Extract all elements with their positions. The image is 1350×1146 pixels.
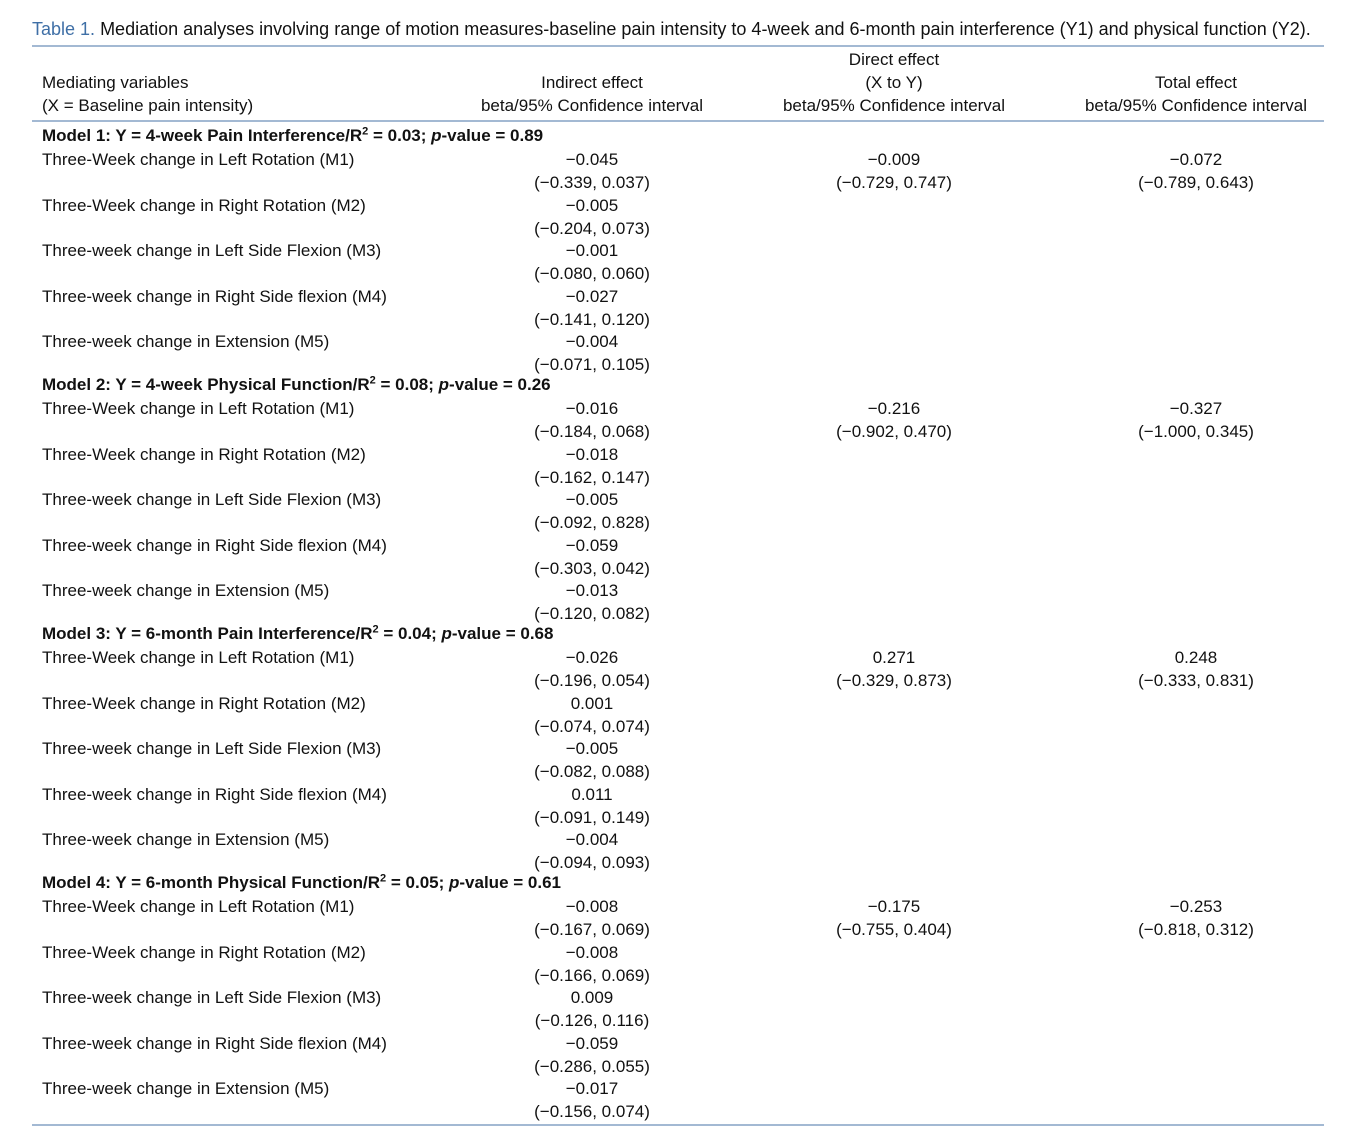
model-title-r2: = 0.03;: [368, 126, 432, 145]
indirect-beta: −0.008: [565, 897, 619, 916]
indirect-ci: (−0.094, 0.093): [534, 853, 650, 872]
header-mediating-variables: [42, 71, 253, 117]
mediator-label: Three-week change in Right Side flexion (M4): [42, 287, 387, 306]
indirect-beta: −0.004: [565, 830, 619, 849]
indirect-beta: −0.001: [565, 241, 619, 260]
mediator-label: Three-week change in Right Side flexion (M4): [42, 1034, 387, 1053]
direct-beta: −0.009: [867, 150, 921, 169]
indirect-ci: (−0.126, 0.116): [534, 1011, 650, 1030]
model-title-r2: = 0.04;: [378, 624, 442, 643]
header-direct-effect: [770, 48, 1018, 117]
mediator-label: Three-Week change in Left Rotation (M1): [42, 648, 355, 667]
indirect-beta: 0.001: [570, 694, 614, 713]
model-title-superscript: 2: [380, 872, 387, 885]
mediator-label: Three-Week change in Right Rotation (M2): [42, 943, 366, 962]
model-title-r2: = 0.05;: [386, 873, 449, 892]
mediator-label: Three-week change in Right Side flexion (M4): [42, 785, 387, 804]
header-col4-line2: beta/95% Confidence interval: [1084, 96, 1308, 115]
header-col2-line2: beta/95% Confidence interval: [480, 96, 704, 115]
indirect-beta: −0.004: [565, 332, 619, 351]
indirect-beta: −0.016: [565, 399, 619, 418]
indirect-ci: (−0.167, 0.069): [534, 920, 650, 939]
model-title-p-value: -value = 0.68: [451, 624, 554, 643]
mediator-label: Three-Week change in Right Rotation (M2): [42, 196, 366, 215]
mediator-label: Three-Week change in Left Rotation (M1): [42, 399, 355, 418]
model-title-r2: = 0.08;: [375, 375, 439, 394]
indirect-ci: (−0.074, 0.074): [534, 717, 650, 736]
indirect-ci: (−0.091, 0.149): [534, 808, 650, 827]
indirect-beta: −0.005: [565, 739, 619, 758]
model-title-prefix: Model 4: Y = 6-month Physical Function/R: [42, 873, 381, 892]
indirect-beta: −0.059: [565, 536, 619, 555]
indirect-beta: −0.059: [565, 1034, 619, 1053]
indirect-ci: (−0.092, 0.828): [534, 513, 650, 532]
header-rule: [32, 120, 1324, 122]
mediator-label: Three-Week change in Left Rotation (M1): [42, 150, 355, 169]
indirect-ci: (−0.339, 0.037): [534, 173, 650, 192]
model-title: [42, 124, 543, 147]
total-ci: (−0.818, 0.312): [1138, 920, 1254, 939]
model-title-p-value: -value = 0.26: [449, 375, 551, 394]
total-ci: (−0.333, 0.831): [1138, 671, 1254, 690]
direct-ci: (−0.729, 0.747): [836, 173, 952, 192]
mediator-label: Three-week change in Left Side Flexion (M3): [42, 241, 382, 260]
table-caption-text: Mediation analyses involving range of motion measures-baseline pain intensity to 4-week and 6-month pain interference (Y1) and physical function (Y2).: [100, 19, 1311, 39]
model-title-p-label: p: [441, 624, 452, 643]
model-title: [42, 373, 551, 396]
indirect-beta: −0.005: [565, 490, 619, 509]
model-title-prefix: Model 1: Y = 4-week Pain Interference/R: [42, 126, 363, 145]
header-col2-line1: Indirect effect: [541, 73, 643, 92]
total-beta: 0.248: [1174, 648, 1218, 667]
model-title: [42, 871, 561, 894]
indirect-ci: (−0.082, 0.088): [534, 762, 650, 781]
model-title-superscript: 2: [369, 374, 376, 387]
model-title-prefix: Model 3: Y = 6-month Pain Interference/R: [42, 624, 373, 643]
indirect-beta: −0.027: [565, 287, 619, 306]
mediator-label: Three-Week change in Right Rotation (M2): [42, 694, 366, 713]
direct-beta: −0.175: [867, 897, 921, 916]
table-label: Table 1.: [32, 19, 96, 39]
indirect-beta: −0.013: [565, 581, 619, 600]
mediator-label: Three-Week change in Right Rotation (M2): [42, 445, 366, 464]
direct-beta: 0.271: [872, 648, 916, 667]
indirect-ci: (−0.196, 0.054): [534, 671, 650, 690]
indirect-beta: −0.018: [565, 445, 619, 464]
model-title-superscript: 2: [362, 125, 369, 138]
mediator-label: Three-week change in Left Side Flexion (M3): [42, 739, 382, 758]
total-beta: −0.072: [1169, 150, 1223, 169]
indirect-ci: (−0.286, 0.055): [534, 1057, 650, 1076]
top-rule: [32, 45, 1324, 47]
mediator-label: Three-week change in Left Side Flexion (M3): [42, 490, 382, 509]
indirect-beta: −0.045: [565, 150, 619, 169]
indirect-ci: (−0.162, 0.147): [534, 468, 650, 487]
mediator-label: Three-week change in Left Side Flexion (M3): [42, 988, 382, 1007]
header-col3-line1: Direct effect: [848, 50, 940, 69]
indirect-ci: (−0.303, 0.042): [534, 559, 650, 578]
total-beta: −0.327: [1169, 399, 1223, 418]
model-title: [42, 622, 553, 645]
mediator-label: Three-week change in Extension (M5): [42, 581, 330, 600]
indirect-ci: (−0.120, 0.082): [534, 604, 650, 623]
direct-ci: (−0.329, 0.873): [836, 671, 952, 690]
mediator-label: Three-Week change in Left Rotation (M1): [42, 897, 355, 916]
header-total-effect: [1072, 71, 1320, 117]
model-title-superscript: 2: [372, 623, 379, 636]
direct-ci: (−0.902, 0.470): [836, 422, 952, 441]
mediator-label: Three-week change in Extension (M5): [42, 1079, 330, 1098]
indirect-ci: (−0.080, 0.060): [534, 264, 650, 283]
model-title-p-label: p: [449, 873, 460, 892]
model-title-p-value: -value = 0.61: [459, 873, 561, 892]
header-col4-line1: Total effect: [1155, 73, 1237, 92]
model-title-p-value: -value = 0.89: [441, 126, 544, 145]
mediator-label: Three-week change in Right Side flexion (M4): [42, 536, 387, 555]
total-beta: −0.253: [1169, 897, 1223, 916]
header-col3-line3: beta/95% Confidence interval: [782, 96, 1006, 115]
header-col1-line2: (X = Baseline pain intensity): [42, 96, 254, 115]
total-ci: (−1.000, 0.345): [1138, 422, 1254, 441]
indirect-ci: (−0.141, 0.120): [534, 310, 650, 329]
indirect-ci: (−0.156, 0.074): [534, 1102, 650, 1121]
mediator-label: Three-week change in Extension (M5): [42, 332, 330, 351]
model-title-p-label: p: [438, 375, 450, 394]
direct-ci: (−0.755, 0.404): [836, 920, 952, 939]
header-col1-line1: Mediating variables: [42, 73, 189, 92]
indirect-beta: −0.005: [565, 196, 619, 215]
total-ci: (−0.789, 0.643): [1138, 173, 1254, 192]
model-title-p-label: p: [431, 126, 442, 145]
header-col3-line2: (X to Y): [865, 73, 923, 92]
model-title-prefix: Model 2: Y = 4-week Physical Function/R: [42, 375, 370, 394]
indirect-beta: 0.011: [571, 785, 613, 804]
bottom-rule: [32, 1124, 1324, 1126]
indirect-beta: −0.017: [565, 1079, 619, 1098]
direct-beta: −0.216: [867, 399, 921, 418]
indirect-ci: (−0.184, 0.068): [534, 422, 650, 441]
indirect-ci: (−0.204, 0.073): [534, 219, 650, 238]
indirect-ci: (−0.166, 0.069): [534, 966, 650, 985]
indirect-beta: −0.008: [565, 943, 619, 962]
header-indirect-effect: [470, 71, 714, 117]
indirect-ci: (−0.071, 0.105): [534, 355, 650, 374]
indirect-beta: −0.026: [565, 648, 619, 667]
mediator-label: Three-week change in Extension (M5): [42, 830, 330, 849]
table-caption: [32, 17, 1332, 41]
indirect-beta: 0.009: [570, 988, 614, 1007]
